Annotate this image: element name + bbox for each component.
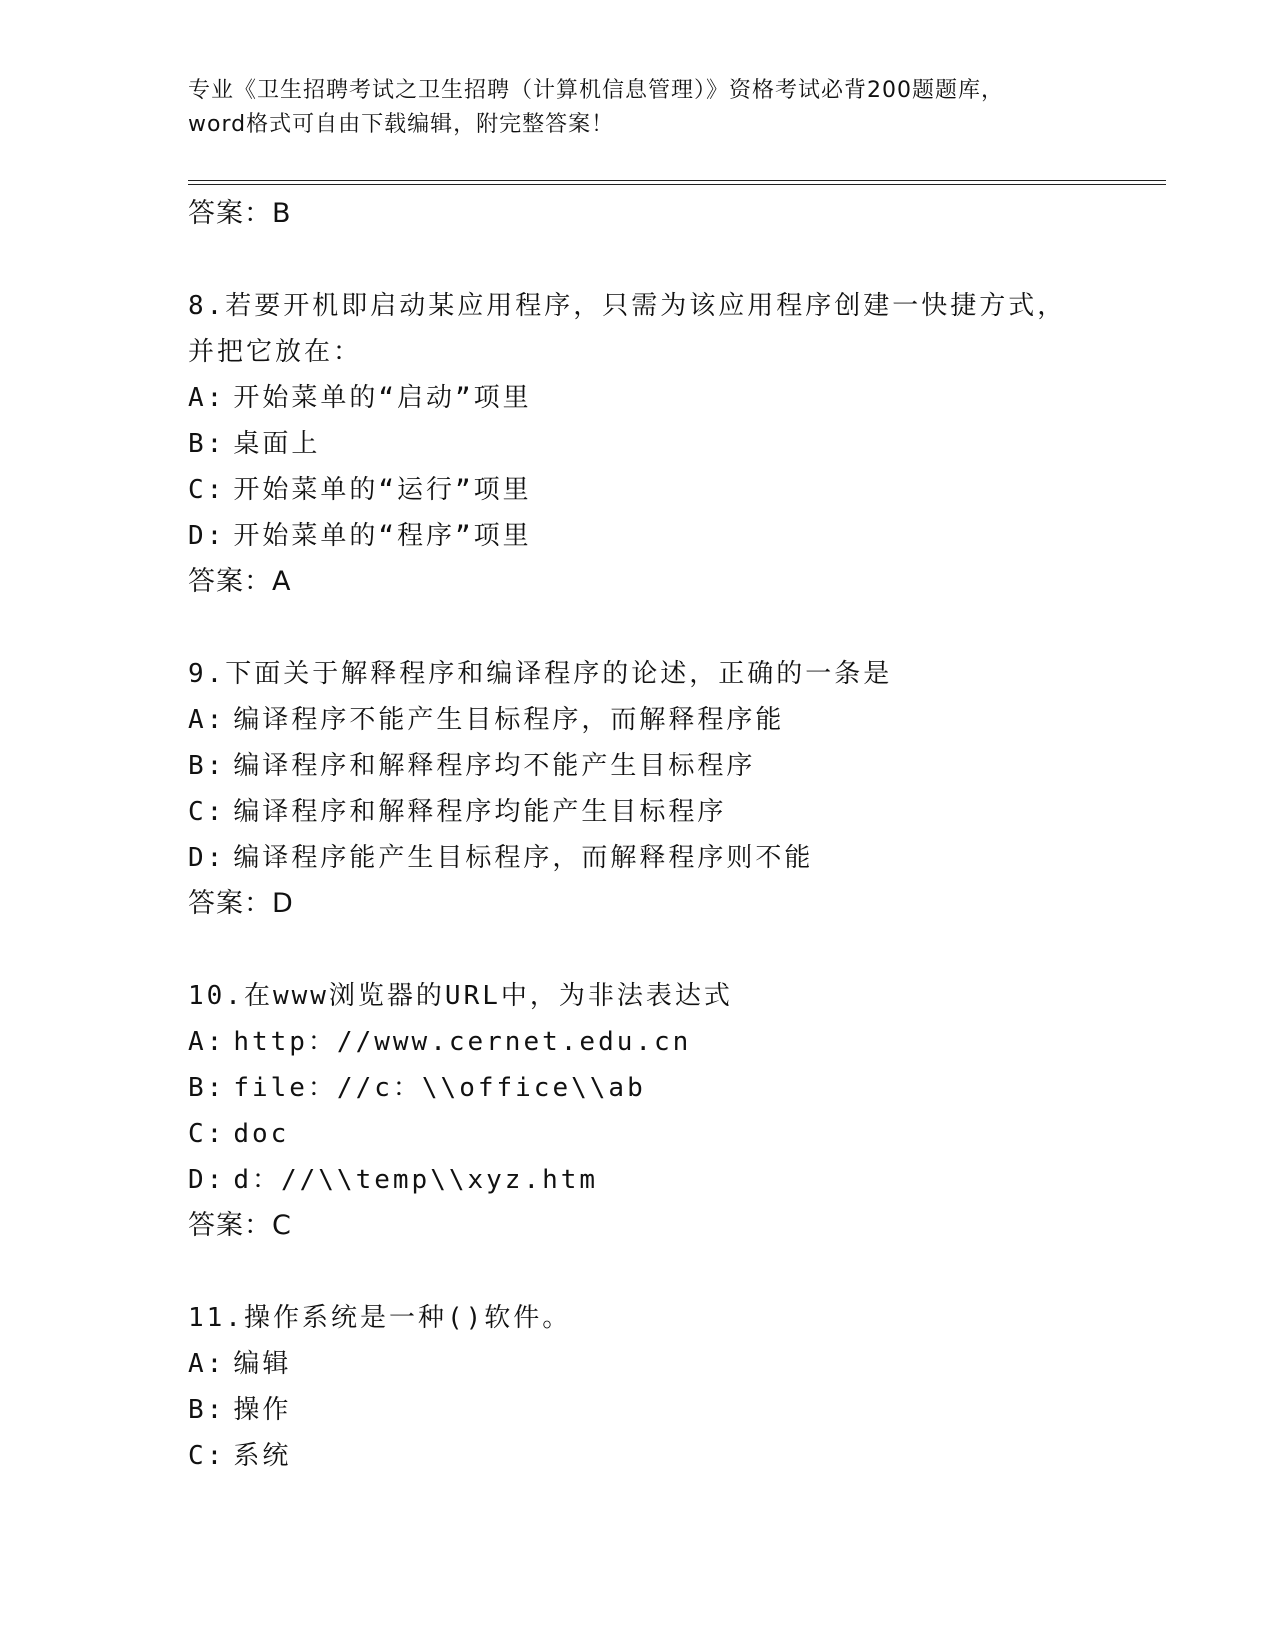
option-c xyxy=(188,789,1148,835)
option-text: doc xyxy=(233,1119,290,1149)
option-text: 编译程序和解释程序均能产生目标程序 xyxy=(233,797,727,827)
option-d xyxy=(188,835,1148,881)
previous-answer: 答案：B xyxy=(188,198,292,229)
option-d xyxy=(188,513,1148,559)
question-text: 9.下面关于解释程序和编译程序的论述，正确的一条是 xyxy=(188,659,893,689)
answer: 答案：A xyxy=(188,566,292,597)
option-text: 开始菜单的“运行”项里 xyxy=(233,475,532,505)
option-a xyxy=(188,1341,1148,1387)
option-letter: C: xyxy=(188,1119,226,1149)
option-b xyxy=(188,1065,1148,1111)
answer: 答案：D xyxy=(188,888,294,919)
question-text: 10.在www浏览器的URL中，为非法表达式 xyxy=(188,981,733,1011)
option-letter: B: xyxy=(188,1073,226,1103)
option-letter: A: xyxy=(188,383,226,413)
option-text: 操作 xyxy=(233,1395,292,1425)
question-text: 并把它放在： xyxy=(188,337,363,367)
header-divider-bottom xyxy=(188,184,1166,185)
option-text: 编辑 xyxy=(233,1349,292,1379)
option-letter: C: xyxy=(188,475,226,505)
header-line-2: word格式可自由下载编辑，附完整答案！ xyxy=(188,112,615,137)
question-text: 8.若要开机即启动某应用程序，只需为该应用程序创建一快捷方式， xyxy=(188,291,1067,321)
option-a xyxy=(188,1019,1148,1065)
option-text: file：//c：\\office\\ab xyxy=(233,1073,646,1103)
option-text: 编译程序能产生目标程序，而解释程序则不能 xyxy=(233,843,814,873)
answer: 答案：C xyxy=(188,1210,292,1241)
option-c xyxy=(188,1111,1148,1157)
option-b xyxy=(188,421,1148,467)
option-letter: D: xyxy=(188,843,226,873)
option-text: 编译程序和解释程序均不能产生目标程序 xyxy=(233,751,756,781)
option-letter: A: xyxy=(188,1349,226,1379)
question-10 xyxy=(188,973,1148,1249)
option-letter: B: xyxy=(188,751,226,781)
option-c xyxy=(188,467,1148,513)
option-letter: C: xyxy=(188,797,226,827)
option-letter: A: xyxy=(188,705,226,735)
option-letter: D: xyxy=(188,1165,226,1195)
option-letter: B: xyxy=(188,1395,226,1425)
option-text: 编译程序不能产生目标程序，而解释程序能 xyxy=(233,705,785,735)
option-b xyxy=(188,1387,1148,1433)
header-divider-top xyxy=(188,180,1166,181)
header-line-1: 专业《卫生招聘考试之卫生招聘（计算机信息管理）》资格考试必背200题题库， xyxy=(188,78,1004,103)
option-text: 开始菜单的“启动”项里 xyxy=(233,383,532,413)
option-letter: A: xyxy=(188,1027,226,1057)
option-text: 桌面上 xyxy=(233,429,321,459)
option-b xyxy=(188,743,1148,789)
option-letter: D: xyxy=(188,521,226,551)
option-letter: C: xyxy=(188,1441,226,1471)
option-a xyxy=(188,375,1148,421)
question-list xyxy=(188,191,1148,1479)
option-letter: B: xyxy=(188,429,226,459)
option-text: 开始菜单的“程序”项里 xyxy=(233,521,532,551)
question-9 xyxy=(188,651,1148,927)
option-c xyxy=(188,1433,1148,1479)
question-11 xyxy=(188,1295,1148,1479)
option-a xyxy=(188,697,1148,743)
option-text: 系统 xyxy=(233,1441,292,1471)
option-text: d：//\\temp\\xyz.htm xyxy=(233,1165,599,1195)
option-text: http：//www.cernet.edu.cn xyxy=(233,1027,692,1057)
option-d xyxy=(188,1157,1148,1203)
question-text: 11.操作系统是一种()软件。 xyxy=(188,1303,572,1333)
document-header xyxy=(188,74,1108,142)
question-8 xyxy=(188,283,1148,605)
